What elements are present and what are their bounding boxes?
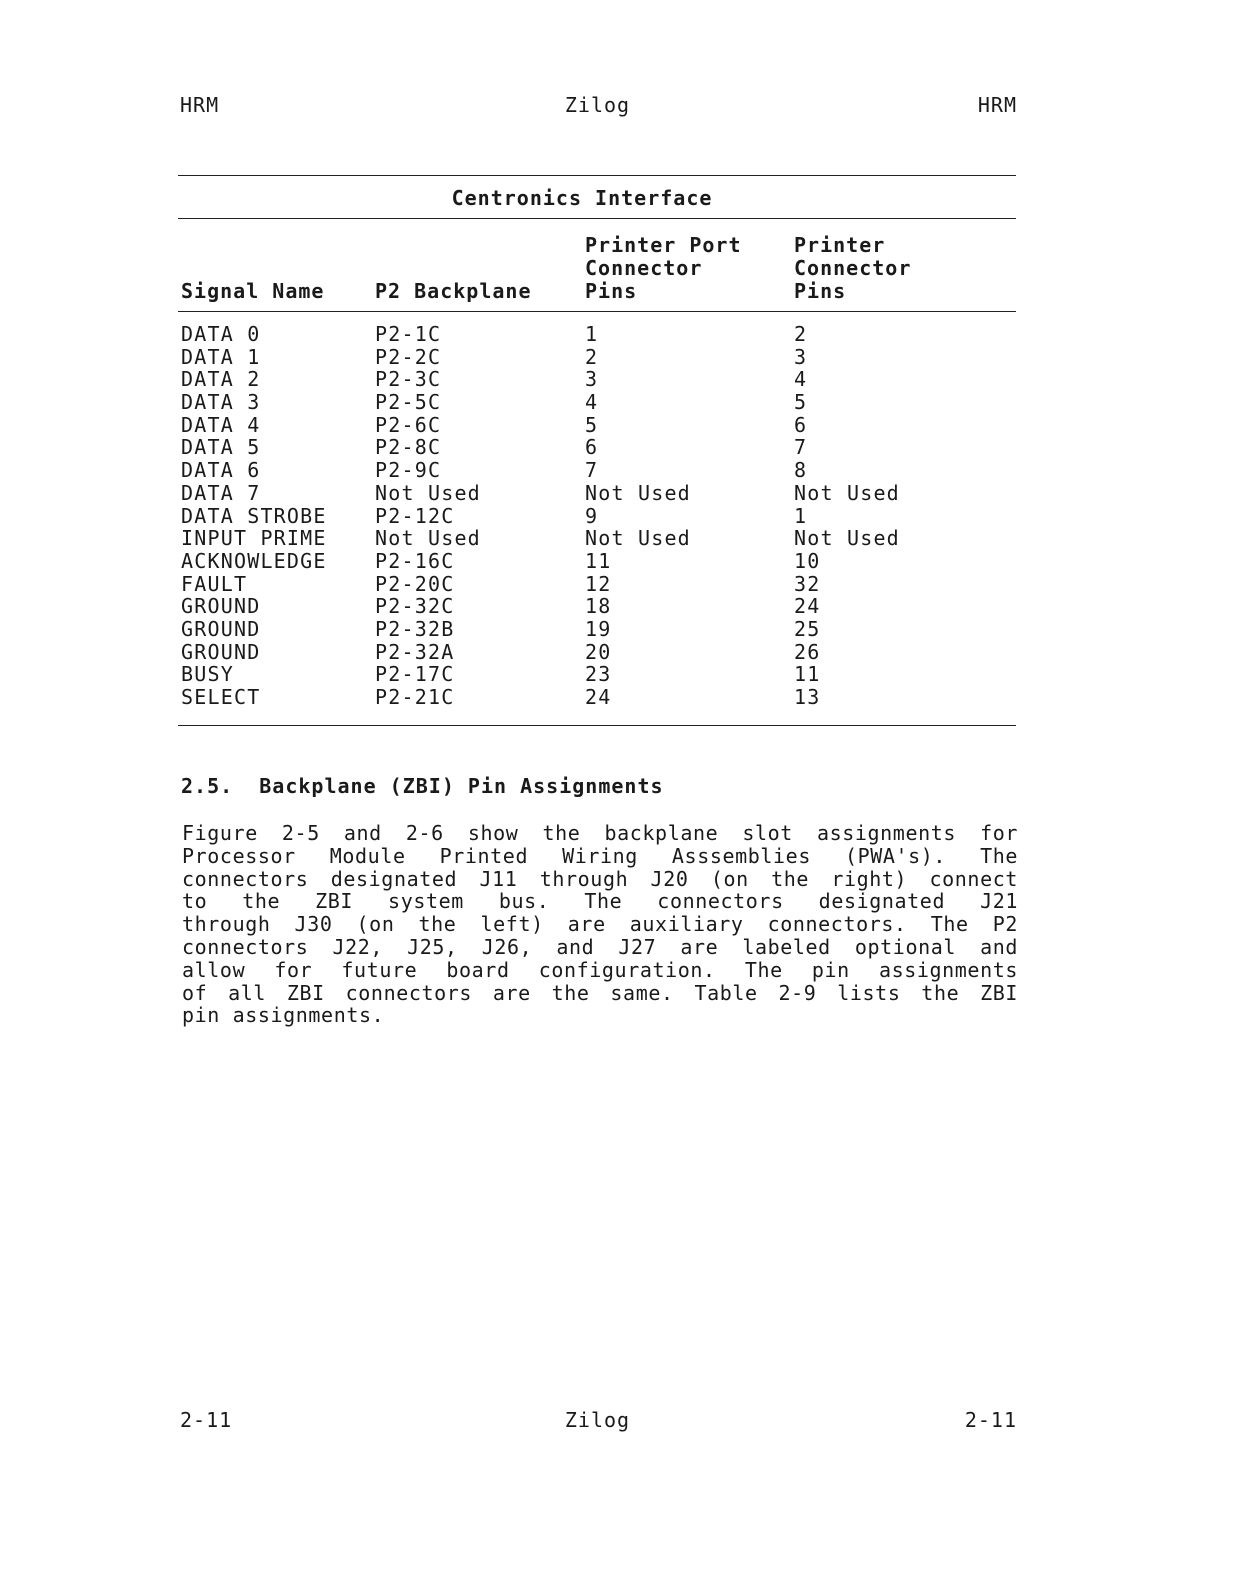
column-header-line: P2 Backplane: [375, 279, 532, 303]
table-cell-signal: DATA 1: [181, 344, 261, 369]
table-cell-p2: P2-1C: [375, 322, 442, 346]
table-cell-printer-pins: 24: [794, 594, 821, 619]
table-caption: Centronics Interface: [451, 186, 713, 210]
table-row: [178, 368, 1016, 391]
header-right: HRM: [977, 93, 1017, 117]
table-cell-port-pins: 1: [585, 322, 599, 346]
table-cell-signal: BUSY: [181, 662, 234, 687]
table-row: [178, 414, 1016, 437]
paragraph-line: allow for future board configuration. The pin assignments: [182, 957, 1018, 982]
section-heading: [181, 774, 664, 798]
paragraph-line: to the ZBI system bus. The connectors designated J21: [182, 889, 1018, 914]
table-cell-p2: P2-5C: [375, 390, 442, 415]
table-cell-printer-pins: Not Used: [794, 480, 900, 505]
table-cell-signal: DATA 6: [181, 458, 261, 483]
table-cell-p2: P2-21C: [375, 685, 455, 709]
table-row: [178, 573, 1016, 596]
table-cell-port-pins: 20: [585, 639, 612, 664]
table-cell-port-pins: Not Used: [585, 480, 691, 505]
centronics-interface-table: [178, 175, 1016, 726]
column-header-line: Pins: [585, 279, 638, 303]
column-header-signal: [181, 280, 324, 303]
table-row: [178, 391, 1016, 414]
table-cell-printer-pins: 10: [794, 548, 821, 573]
table-cell-port-pins: Not Used: [585, 526, 691, 551]
table-cell-p2: P2-6C: [375, 412, 442, 437]
table-cell-p2: P2-8C: [375, 435, 442, 460]
table-cell-signal: DATA 3: [181, 390, 261, 415]
table-cell-p2: P2-2C: [375, 344, 442, 369]
table-cell-port-pins: 19: [585, 616, 612, 641]
table-row: [178, 595, 1016, 618]
table-cell-printer-pins: Not Used: [794, 526, 900, 551]
table-cell-printer-pins: 4: [794, 367, 808, 392]
table-cell-printer-pins: 5: [794, 390, 808, 415]
table-cell-printer-pins: 25: [794, 616, 821, 641]
table-cell-signal: INPUT PRIME: [181, 526, 327, 551]
table-cell-signal: DATA STROBE: [181, 503, 327, 528]
column-header-line: Printer: [794, 233, 886, 257]
table-row: [178, 618, 1016, 641]
footer-left: 2-11: [180, 1408, 233, 1432]
table-row: [178, 641, 1016, 664]
table-cell-signal: FAULT: [181, 571, 248, 596]
table-header: [178, 219, 1016, 311]
footer-center: Zilog: [564, 1408, 631, 1432]
table-cell-signal: DATA 7: [181, 480, 261, 505]
column-header-port-pins: [585, 234, 742, 303]
table-cell-port-pins: 12: [585, 571, 612, 596]
section-title: Backplane (ZBI) Pin Assignments: [259, 774, 664, 798]
table-cell-p2: Not Used: [375, 526, 481, 551]
table-cell-port-pins: 3: [585, 367, 599, 392]
paragraph-line: connectors designated J11 through J20 (on the right) connect: [182, 866, 1018, 891]
table-cell-printer-pins: 2: [794, 322, 808, 346]
table-cell-printer-pins: 7: [794, 435, 808, 460]
table-row: [178, 505, 1016, 528]
column-header-line: Connector: [794, 256, 912, 280]
column-header-line: Signal Name: [181, 279, 325, 303]
table-cell-printer-pins: 1: [794, 503, 808, 528]
table-cell-printer-pins: 13: [794, 685, 821, 709]
table-row: [178, 459, 1016, 482]
table-cell-port-pins: 23: [585, 662, 612, 687]
paragraph-line: Figure 2-5 and 2-6 show the backplane slot assignments for: [182, 821, 1018, 845]
table-cell-p2: P2-12C: [375, 503, 455, 528]
footer-right: 2-11: [964, 1408, 1017, 1432]
table-cell-signal: ACKNOWLEDGE: [181, 548, 327, 573]
table-row: [178, 527, 1016, 550]
table-cell-port-pins: 5: [585, 412, 599, 437]
header-left: HRM: [180, 93, 220, 117]
table-row: [178, 550, 1016, 573]
table-cell-port-pins: 18: [585, 594, 612, 619]
table-cell-p2: P2-16C: [375, 548, 455, 573]
paragraph-line: connectors J22, J25, J26, and J27 are labeled optional and: [182, 934, 1018, 959]
table-cell-port-pins: 11: [585, 548, 612, 573]
table-cell-printer-pins: 6: [794, 412, 808, 437]
table-cell-p2: P2-9C: [375, 458, 442, 483]
table-cell-signal: DATA 5: [181, 435, 261, 460]
table-cell-p2: P2-32B: [375, 616, 455, 641]
table-cell-printer-pins: 32: [794, 571, 821, 596]
table-cell-p2: P2-17C: [375, 662, 455, 687]
paragraph-line: pin assignments.: [182, 1003, 385, 1028]
table-row: [178, 323, 1016, 346]
paragraph-line: Processor Module Printed Wiring Asssemblies (PWA's). The: [182, 843, 1018, 868]
column-header-printer-pins: [794, 234, 911, 303]
table-row: [178, 663, 1016, 686]
column-header-p2: [375, 280, 532, 303]
table-cell-printer-pins: 11: [794, 662, 821, 687]
table-cell-p2: P2-32C: [375, 594, 455, 619]
table-cell-signal: GROUND: [181, 594, 261, 619]
table-cell-port-pins: 7: [585, 458, 599, 483]
table-cell-printer-pins: 3: [794, 344, 808, 369]
table-row: [178, 346, 1016, 369]
table-cell-port-pins: 24: [585, 685, 612, 709]
table-cell-port-pins: 6: [585, 435, 599, 460]
table-cell-p2: Not Used: [375, 480, 481, 505]
paragraph-line: of all ZBI connectors are the same. Table 2-9 lists the ZBI: [182, 980, 1018, 1005]
table-row: [178, 436, 1016, 459]
table-cell-signal: SELECT: [181, 685, 261, 709]
column-header-line: Printer Port: [585, 233, 742, 257]
table-cell-printer-pins: 8: [794, 458, 808, 483]
table-cell-signal: DATA 4: [181, 412, 261, 437]
table-cell-p2: P2-20C: [375, 571, 455, 596]
table-cell-port-pins: 4: [585, 390, 599, 415]
table-bottom-rule: [178, 725, 1016, 726]
paragraph-line: through J30 (on the left) are auxiliary connectors. The P2: [182, 912, 1018, 937]
table-body: [178, 312, 1016, 725]
section-paragraph: [182, 822, 1018, 1027]
table-cell-signal: GROUND: [181, 616, 261, 641]
column-header-line: Pins: [794, 279, 847, 303]
table-cell-signal: DATA 0: [181, 322, 261, 346]
table-cell-signal: GROUND: [181, 639, 261, 664]
table-cell-port-pins: 9: [585, 503, 599, 528]
header-center: Zilog: [564, 93, 631, 117]
table-cell-port-pins: 2: [585, 344, 599, 369]
table-cell-printer-pins: 26: [794, 639, 821, 664]
table-row: [178, 686, 1016, 709]
table-row: [178, 482, 1016, 505]
table-cell-p2: P2-3C: [375, 367, 442, 392]
table-cell-p2: P2-32A: [375, 639, 455, 664]
table-cell-signal: DATA 2: [181, 367, 261, 392]
column-header-line: Connector: [585, 256, 703, 280]
section-number: 2.5.: [181, 774, 234, 798]
